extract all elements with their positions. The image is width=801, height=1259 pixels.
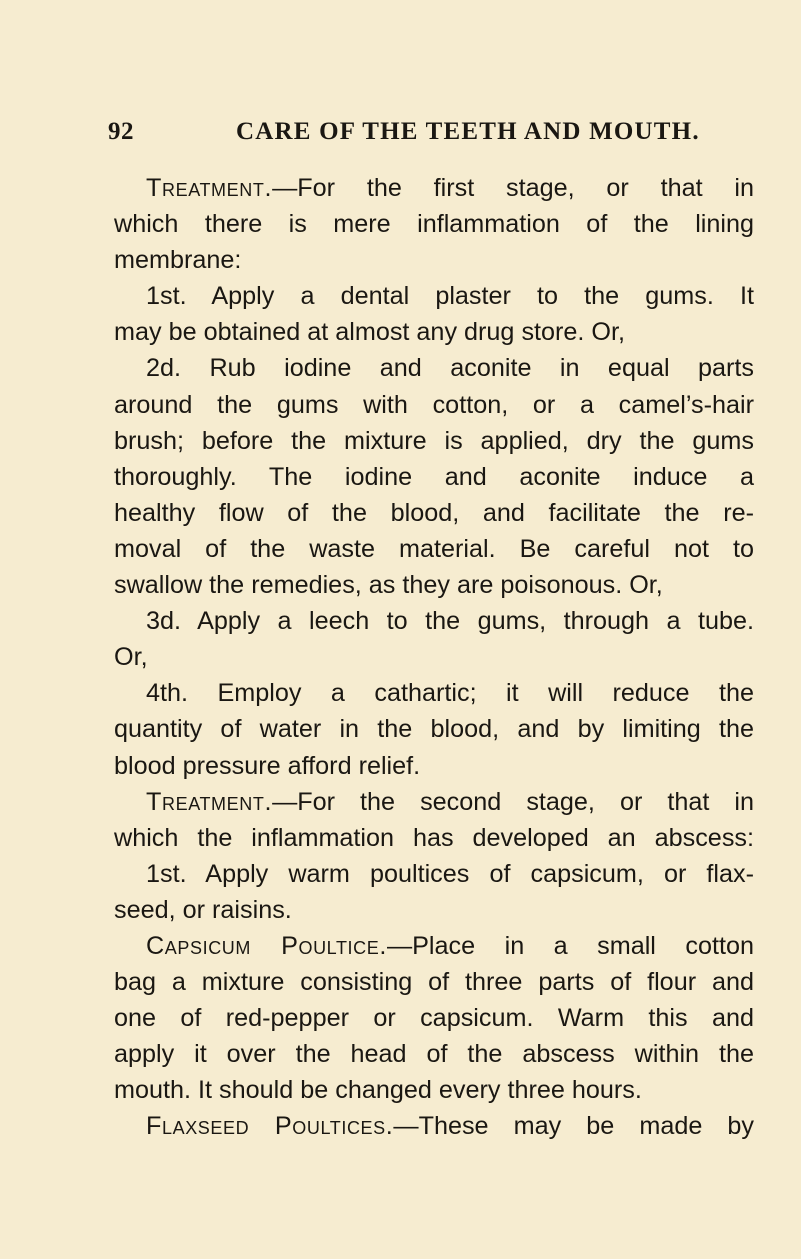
page-number: 92 [108,118,134,145]
text-line [114,675,754,711]
text-line [114,856,754,892]
text-line [114,1036,754,1072]
body-text [114,170,754,1145]
page-header [108,118,748,158]
line-text: moval of the waste material. Be careful not to [114,534,754,563]
text-line [114,278,754,314]
text-line [114,423,754,459]
section-heading: Treatment. [146,174,273,202]
line-text: 1st. Apply warm poultices of capsicum, or flax- [146,859,754,888]
line-text: 4th. Employ a cathartic; it will reduce the [146,679,754,708]
text-line [114,314,754,350]
line-text: —For the first stage, or that in [272,174,754,202]
text-line [114,242,754,278]
line-text: quantity of water in the blood, and by limiting the [114,715,754,744]
text-line [114,531,754,567]
line-text: around the gums with cotton, or a camel’s-hair [114,390,754,419]
line-text: membrane: [114,246,242,275]
running-head: CARE OF THE TEETH AND MOUTH. [236,118,700,145]
text-line [114,1000,754,1036]
text-line [114,892,754,928]
line-text: apply it over the head of the abscess within the [114,1040,754,1069]
line-text: Or, [114,643,148,672]
line-text: brush; before the mixture is applied, dry the gums [114,426,754,455]
section-heading: Flaxseed Poultices. [146,1112,394,1141]
line-text: may be obtained at almost any drug store. Or, [114,318,626,347]
line-text: thoroughly. The iodine and aconite induce a [114,462,754,491]
line-text: 2d. Rub iodine and aconite in equal parts [146,354,754,383]
section-heading: Treatment. [146,787,273,816]
text-line [114,711,754,747]
text-line [114,387,754,423]
line-text: healthy flow of the blood, and facilitate the re- [114,498,754,527]
text-line [114,928,754,964]
line-text: which the inflammation has developed an abscess: [114,823,754,852]
line-text: blood pressure afford relief. [114,751,421,780]
text-line [114,170,754,206]
text-line [114,1072,754,1108]
line-text: bag a mixture consisting of three parts of flour and [114,968,754,997]
line-text: —These may be made by [393,1112,755,1141]
text-line [114,495,754,531]
text-line [114,206,754,242]
text-line [114,459,754,495]
text-line [114,350,754,386]
line-text: mouth. It should be changed every three hours. [114,1076,642,1105]
line-text: —Place in a small cotton [386,931,754,960]
line-text: which there is mere inflammation of the lining [114,210,754,239]
text-line [114,639,754,675]
text-line [114,820,754,856]
text-line [114,567,754,603]
line-text: seed, or raisins. [114,895,292,924]
text-line [114,748,754,784]
section-heading: Capsicum Poultice. [146,931,387,960]
line-text: swallow the remedies, as they are poisonous. Or, [114,571,663,600]
line-text: 3d. Apply a leech to the gums, through a tube. [146,607,754,636]
line-text: 1st. Apply a dental plaster to the gums. It [146,282,754,311]
text-line [114,603,754,639]
line-text: —For the second stage, or that in [272,787,754,816]
text-line [114,964,754,1000]
text-line [114,784,754,820]
text-line [114,1108,754,1144]
line-text: one of red-pepper or capsicum. Warm this and [114,1004,754,1033]
